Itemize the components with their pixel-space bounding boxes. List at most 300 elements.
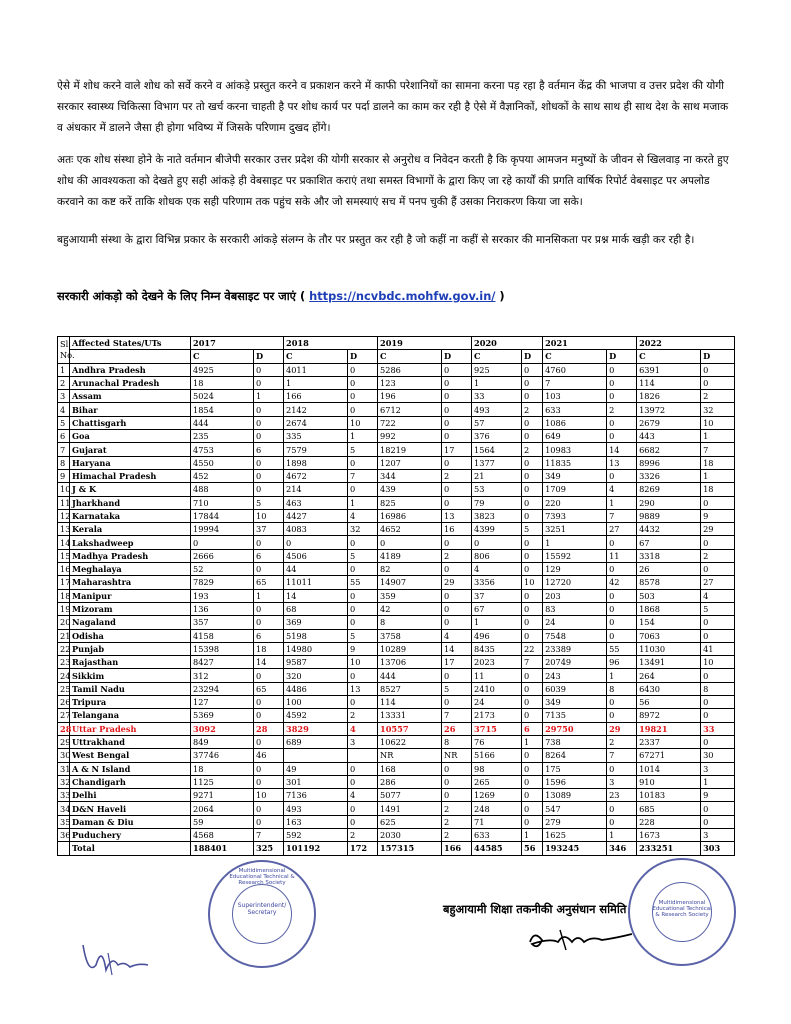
cell-value: 2 bbox=[607, 403, 637, 416]
cell-value: 0 bbox=[254, 616, 284, 629]
header-year: 2018 bbox=[284, 337, 378, 350]
cell-value: 11011 bbox=[284, 576, 348, 589]
cell-value: 18 bbox=[701, 483, 735, 496]
cell-value: 17844 bbox=[191, 509, 254, 522]
cell-value: 79 bbox=[472, 496, 522, 509]
cell-value: 0 bbox=[607, 563, 637, 576]
cell-value: 0 bbox=[607, 430, 637, 443]
cell-value: 0 bbox=[348, 536, 378, 549]
cell-value: 359 bbox=[378, 589, 442, 602]
cell-value: 0 bbox=[348, 616, 378, 629]
cell-value: 0 bbox=[348, 483, 378, 496]
cell-value: 0 bbox=[191, 536, 254, 549]
cell-value: 21 bbox=[472, 469, 522, 482]
cell-value: 17 bbox=[442, 443, 472, 456]
cell-value: 439 bbox=[378, 483, 442, 496]
cell-value: 56 bbox=[637, 696, 701, 709]
cell-value: 0 bbox=[348, 775, 378, 788]
cell-value: 849 bbox=[191, 735, 254, 748]
cell-value: 503 bbox=[637, 589, 701, 602]
cell-value: 243 bbox=[543, 669, 607, 682]
state-name: Assam bbox=[70, 390, 191, 403]
cell-value: 0 bbox=[254, 815, 284, 828]
cell-value: 0 bbox=[522, 363, 543, 376]
cell-value: 10557 bbox=[378, 722, 442, 735]
header-cases: C bbox=[191, 350, 254, 363]
cell-value: 18219 bbox=[378, 443, 442, 456]
cell-value: 0 bbox=[522, 536, 543, 549]
cell-value: 5077 bbox=[378, 789, 442, 802]
header-cases: C bbox=[472, 350, 522, 363]
malaria-cases-table bbox=[57, 336, 735, 856]
table-row bbox=[58, 775, 735, 788]
row-number: 36 bbox=[58, 828, 70, 841]
table-row bbox=[58, 536, 735, 549]
cell-value: 0 bbox=[442, 496, 472, 509]
state-name: A & N Island bbox=[70, 762, 191, 775]
cell-value: 14 bbox=[254, 656, 284, 669]
cell-value: 0 bbox=[607, 390, 637, 403]
cell-value: 67 bbox=[472, 602, 522, 615]
cell-value: 7 bbox=[607, 509, 637, 522]
cell-value: 0 bbox=[442, 616, 472, 629]
cell-value: 8269 bbox=[637, 483, 701, 496]
cell-value: 2674 bbox=[284, 416, 348, 429]
table-row bbox=[58, 696, 735, 709]
cell-value: 13 bbox=[348, 682, 378, 695]
cell-value: 7063 bbox=[637, 629, 701, 642]
header-deaths: D bbox=[701, 350, 735, 363]
cell-value: 4 bbox=[472, 563, 522, 576]
cell-value: 49 bbox=[284, 762, 348, 775]
cell-value: 4 bbox=[348, 722, 378, 735]
cell-value: 1854 bbox=[191, 403, 254, 416]
state-name: Punjab bbox=[70, 642, 191, 655]
table-row bbox=[58, 483, 735, 496]
cell-value: 18 bbox=[191, 762, 254, 775]
cell-value: 46 bbox=[254, 749, 284, 762]
left-seal-center: Superintendent/ Secretary bbox=[237, 902, 287, 916]
cell-value: 1 bbox=[701, 469, 735, 482]
header-year: 2020 bbox=[472, 337, 543, 350]
header-deaths: D bbox=[348, 350, 378, 363]
cell-value: 493 bbox=[284, 802, 348, 815]
cell-value: 14 bbox=[442, 642, 472, 655]
cell-value: 5198 bbox=[284, 629, 348, 642]
row-number: 25 bbox=[58, 682, 70, 695]
cell-value: 4 bbox=[348, 509, 378, 522]
cell-value: 0 bbox=[522, 749, 543, 762]
cell-value: 0 bbox=[254, 469, 284, 482]
cell-value: 214 bbox=[284, 483, 348, 496]
cell-value: 3251 bbox=[543, 523, 607, 536]
cell-value: 53 bbox=[472, 483, 522, 496]
cell-value: 8427 bbox=[191, 656, 254, 669]
cell-value: 0 bbox=[607, 536, 637, 549]
cell-value: 193 bbox=[191, 589, 254, 602]
cell-value: 220 bbox=[543, 496, 607, 509]
table-header-row bbox=[58, 337, 735, 350]
cell-value: 0 bbox=[522, 456, 543, 469]
cell-value: 1564 bbox=[472, 443, 522, 456]
cell-value: 0 bbox=[442, 416, 472, 429]
cell-value: 0 bbox=[472, 536, 522, 549]
cell-value: 16 bbox=[442, 523, 472, 536]
cell-value: 6 bbox=[254, 629, 284, 642]
cell-value: 3 bbox=[348, 735, 378, 748]
row-number: 6 bbox=[58, 430, 70, 443]
cell-value: 13 bbox=[442, 509, 472, 522]
cell-value: 6682 bbox=[637, 443, 701, 456]
cell-value: 0 bbox=[522, 762, 543, 775]
cell-value: 10 bbox=[254, 789, 284, 802]
table-row bbox=[58, 563, 735, 576]
cell-value: 7 bbox=[254, 828, 284, 841]
cell-value: 0 bbox=[701, 696, 735, 709]
cell-value: 2 bbox=[522, 443, 543, 456]
cell-value: 9 bbox=[701, 789, 735, 802]
cell-value: 0 bbox=[348, 363, 378, 376]
cell-value: 0 bbox=[348, 390, 378, 403]
header-year: 2017 bbox=[191, 337, 284, 350]
cell-value: 0 bbox=[254, 430, 284, 443]
row-number: 12 bbox=[58, 509, 70, 522]
cell-value: 5 bbox=[348, 629, 378, 642]
cell-value: 32 bbox=[701, 403, 735, 416]
cell-value: 0 bbox=[254, 376, 284, 389]
cell-value: 312 bbox=[191, 669, 254, 682]
cell-value: 3 bbox=[607, 775, 637, 788]
cell-value: 0 bbox=[607, 762, 637, 775]
table-row bbox=[58, 602, 735, 615]
cell-value: 4158 bbox=[191, 629, 254, 642]
cell-value: 7579 bbox=[284, 443, 348, 456]
cell-value: 1 bbox=[607, 669, 637, 682]
cell-value: 0 bbox=[701, 735, 735, 748]
cell-value: 1014 bbox=[637, 762, 701, 775]
cell-value: 265 bbox=[472, 775, 522, 788]
state-name: Tripura bbox=[70, 696, 191, 709]
cell-value: 279 bbox=[543, 815, 607, 828]
table-row bbox=[58, 390, 735, 403]
cell-value: 0 bbox=[442, 376, 472, 389]
cell-value: 123 bbox=[378, 376, 442, 389]
cell-value: 4568 bbox=[191, 828, 254, 841]
cell-value: 290 bbox=[637, 496, 701, 509]
cell-value: 10622 bbox=[378, 735, 442, 748]
cell-value: NR bbox=[442, 749, 472, 762]
cell-value: 30 bbox=[701, 749, 735, 762]
cell-value: 55 bbox=[348, 576, 378, 589]
cell-value: 5024 bbox=[191, 390, 254, 403]
cell-value: 3 bbox=[701, 762, 735, 775]
table-row bbox=[58, 762, 735, 775]
state-name: Delhi bbox=[70, 789, 191, 802]
right-seal-text: Multidimensional Educational Technical & Research Society bbox=[652, 900, 712, 918]
cell-value: 10289 bbox=[378, 642, 442, 655]
cell-value: 24 bbox=[543, 616, 607, 629]
cell-value: 18 bbox=[191, 376, 254, 389]
cell-value: 4083 bbox=[284, 523, 348, 536]
cell-value: 376 bbox=[472, 430, 522, 443]
row-number: 5 bbox=[58, 416, 70, 429]
cell-value: 0 bbox=[607, 802, 637, 815]
cell-value: 5286 bbox=[378, 363, 442, 376]
cell-value: 1898 bbox=[284, 456, 348, 469]
cell-value: 0 bbox=[254, 775, 284, 788]
row-number: 34 bbox=[58, 802, 70, 815]
cell-value: 0 bbox=[254, 762, 284, 775]
state-name: West Bengal bbox=[70, 749, 191, 762]
row-number: 30 bbox=[58, 749, 70, 762]
table-subheader-row bbox=[58, 350, 735, 363]
cell-value: 5369 bbox=[191, 709, 254, 722]
cell-value: 444 bbox=[378, 669, 442, 682]
total-label: Total bbox=[70, 842, 191, 855]
table-row bbox=[58, 629, 735, 642]
cell-value: 10183 bbox=[637, 789, 701, 802]
handwritten-signature bbox=[520, 920, 640, 960]
row-number: 22 bbox=[58, 642, 70, 655]
cell-value: 0 bbox=[254, 669, 284, 682]
row-number: 33 bbox=[58, 789, 70, 802]
state-name: Haryana bbox=[70, 456, 191, 469]
cell-value: 3823 bbox=[472, 509, 522, 522]
cell-value: 2 bbox=[442, 828, 472, 841]
cell-value: 26 bbox=[637, 563, 701, 576]
cell-value: 2337 bbox=[637, 735, 701, 748]
cell-value: 0 bbox=[442, 669, 472, 682]
state-name: Goa bbox=[70, 430, 191, 443]
cell-value: 0 bbox=[522, 629, 543, 642]
table-row bbox=[58, 496, 735, 509]
cell-value: 10 bbox=[348, 656, 378, 669]
cell-value: 0 bbox=[254, 403, 284, 416]
cell-value: 7548 bbox=[543, 629, 607, 642]
cell-value: 2064 bbox=[191, 802, 254, 815]
cell-value: 0 bbox=[254, 536, 284, 549]
cell-value: 1491 bbox=[378, 802, 442, 815]
cell-value: 29 bbox=[442, 576, 472, 589]
state-name: Gujarat bbox=[70, 443, 191, 456]
cell-value: 13491 bbox=[637, 656, 701, 669]
cell-value: 0 bbox=[254, 696, 284, 709]
cell-value: 4432 bbox=[637, 523, 701, 536]
cell-value: 6 bbox=[254, 443, 284, 456]
cell-value: 37 bbox=[472, 589, 522, 602]
cell-value: 68 bbox=[284, 602, 348, 615]
cell-value: 6712 bbox=[378, 403, 442, 416]
cell-value: 1269 bbox=[472, 789, 522, 802]
cell-value: 3326 bbox=[637, 469, 701, 482]
cell-value: 0 bbox=[254, 416, 284, 429]
cell-value: 6430 bbox=[637, 682, 701, 695]
cell-value: 2 bbox=[701, 390, 735, 403]
cell-value: 1207 bbox=[378, 456, 442, 469]
cell-value: 0 bbox=[522, 616, 543, 629]
cell-value: 0 bbox=[442, 762, 472, 775]
table-row bbox=[58, 469, 735, 482]
cell-value: 0 bbox=[522, 430, 543, 443]
cell-value: 4550 bbox=[191, 456, 254, 469]
table-row bbox=[58, 656, 735, 669]
cell-value: 26 bbox=[442, 722, 472, 735]
table-row bbox=[58, 709, 735, 722]
total-value bbox=[58, 842, 70, 855]
cell-value: 83 bbox=[543, 602, 607, 615]
cell-value: 1086 bbox=[543, 416, 607, 429]
cell-value: 67271 bbox=[637, 749, 701, 762]
row-number: 14 bbox=[58, 536, 70, 549]
cell-value: 29750 bbox=[543, 722, 607, 735]
cell-value: 168 bbox=[378, 762, 442, 775]
cell-value: 992 bbox=[378, 430, 442, 443]
table-total-row bbox=[58, 842, 735, 855]
cell-value: 0 bbox=[701, 363, 735, 376]
cell-value: 41 bbox=[701, 642, 735, 655]
table-row bbox=[58, 403, 735, 416]
cell-value: 8 bbox=[378, 616, 442, 629]
cell-value: 1 bbox=[522, 735, 543, 748]
cell-value: 722 bbox=[378, 416, 442, 429]
cell-value: 14980 bbox=[284, 642, 348, 655]
state-name: Karnataka bbox=[70, 509, 191, 522]
cell-value: 0 bbox=[522, 669, 543, 682]
cell-value: 71 bbox=[472, 815, 522, 828]
cell-value: 4011 bbox=[284, 363, 348, 376]
row-number: 15 bbox=[58, 549, 70, 562]
state-name: Chattisgarh bbox=[70, 416, 191, 429]
cell-value: 13 bbox=[607, 456, 637, 469]
cell-value: 15592 bbox=[543, 549, 607, 562]
cell-value: 0 bbox=[254, 709, 284, 722]
cell-value: 196 bbox=[378, 390, 442, 403]
cell-value: 42 bbox=[378, 602, 442, 615]
cell-value: 4672 bbox=[284, 469, 348, 482]
cell-value: 0 bbox=[254, 456, 284, 469]
cell-value: 8 bbox=[701, 682, 735, 695]
cell-value: 228 bbox=[637, 815, 701, 828]
cell-value: 20749 bbox=[543, 656, 607, 669]
cell-value: 2679 bbox=[637, 416, 701, 429]
cell-value: 2 bbox=[522, 403, 543, 416]
cell-value: 8578 bbox=[637, 576, 701, 589]
state-name: Meghalaya bbox=[70, 563, 191, 576]
cell-value: 154 bbox=[637, 616, 701, 629]
cell-value: 4 bbox=[348, 789, 378, 802]
cell-value: 3829 bbox=[284, 722, 348, 735]
cell-value: 3356 bbox=[472, 576, 522, 589]
cell-value: 14 bbox=[607, 443, 637, 456]
table-row bbox=[58, 443, 735, 456]
cell-value: 0 bbox=[607, 709, 637, 722]
total-value: 56 bbox=[522, 842, 543, 855]
cell-value: 4506 bbox=[284, 549, 348, 562]
cell-value: 19821 bbox=[637, 722, 701, 735]
cell-value: 2 bbox=[442, 469, 472, 482]
row-number: 4 bbox=[58, 403, 70, 416]
cell-value bbox=[348, 749, 378, 762]
row-number: 9 bbox=[58, 469, 70, 482]
cell-value: 24 bbox=[472, 696, 522, 709]
cell-value: 1377 bbox=[472, 456, 522, 469]
cell-value: 0 bbox=[348, 376, 378, 389]
cell-value: 7 bbox=[522, 656, 543, 669]
cell-value: 6 bbox=[522, 722, 543, 735]
cell-value: 7 bbox=[607, 749, 637, 762]
cell-value: 10 bbox=[348, 416, 378, 429]
header-cases: C bbox=[543, 350, 607, 363]
state-name: Arunachal Pradesh bbox=[70, 376, 191, 389]
cell-value: 0 bbox=[701, 376, 735, 389]
cell-value: 0 bbox=[701, 709, 735, 722]
cell-value: 1 bbox=[348, 496, 378, 509]
cell-value: 4652 bbox=[378, 523, 442, 536]
table-row bbox=[58, 749, 735, 762]
row-number: 16 bbox=[58, 563, 70, 576]
state-name: D&N Haveli bbox=[70, 802, 191, 815]
cell-value: 488 bbox=[191, 483, 254, 496]
cell-value: 0 bbox=[607, 696, 637, 709]
cell-value: 114 bbox=[637, 376, 701, 389]
cell-value: 2173 bbox=[472, 709, 522, 722]
cell-value: 320 bbox=[284, 669, 348, 682]
cell-value: 1868 bbox=[637, 602, 701, 615]
cell-value: 369 bbox=[284, 616, 348, 629]
cell-value: 10 bbox=[254, 509, 284, 522]
state-name: Madhya Pradesh bbox=[70, 549, 191, 562]
cell-value: 0 bbox=[701, 536, 735, 549]
organization-signature-label: बहुआयामी शिक्षा तकनीकी अनुसंधान समिति bbox=[443, 902, 627, 916]
cell-value: 19994 bbox=[191, 523, 254, 536]
cell-value: 344 bbox=[378, 469, 442, 482]
cell-value: 0 bbox=[522, 549, 543, 562]
table-row bbox=[58, 616, 735, 629]
cell-value: 0 bbox=[607, 376, 637, 389]
cell-value: 2 bbox=[442, 549, 472, 562]
cell-value: 0 bbox=[442, 483, 472, 496]
cell-value: 0 bbox=[442, 696, 472, 709]
right-seal bbox=[628, 858, 736, 966]
row-number: 8 bbox=[58, 456, 70, 469]
cell-value: 0 bbox=[348, 802, 378, 815]
cell-value: 0 bbox=[522, 682, 543, 695]
cell-value: 100 bbox=[284, 696, 348, 709]
left-seal bbox=[208, 860, 316, 968]
cell-value: 175 bbox=[543, 762, 607, 775]
table-row bbox=[58, 549, 735, 562]
cell-value: 13331 bbox=[378, 709, 442, 722]
cell-value: 0 bbox=[607, 815, 637, 828]
cell-value: 1673 bbox=[637, 828, 701, 841]
left-seal-text: Multidimensional Educational Technical & Research Society bbox=[229, 868, 295, 886]
cell-value: 0 bbox=[522, 802, 543, 815]
cell-value: 15398 bbox=[191, 642, 254, 655]
cell-value: 235 bbox=[191, 430, 254, 443]
cell-value: 349 bbox=[543, 469, 607, 482]
cell-value: 248 bbox=[472, 802, 522, 815]
total-value: 325 bbox=[254, 842, 284, 855]
cell-value: 0 bbox=[254, 602, 284, 615]
website-link[interactable]: https://ncvbdc.mohfw.gov.in/ bbox=[309, 289, 496, 303]
cell-value: 6391 bbox=[637, 363, 701, 376]
cell-value: 5 bbox=[348, 549, 378, 562]
paragraph-2: अतः एक शोध संस्था होने के नाते वर्तमान बीजेपी सरकार उत्तर प्रदेश की योगी सरकार से अनुरोध व निवेदन करती है कि कृपया आमजन मनुष्यों के जीवन से खिलवाड़ ना करते हुए शोध की आवश्यकता को देखते हुए सही आंकड़े ही वेबसाइट पर प्रकाशित कराएं तथा समस्त विभागों के द्वारा किए जा रहे कार्यों की प्रगति वार्षिक रिपोर्ट वेबसाइट पर अपलोड करवाने का कष्ट करें ताकि शोधक एक सही परिणाम तक पहुंच सके और जो समस्याएं सच में पनप चुकी हैं उसका निराकरण किया जा सके। bbox=[57, 154, 729, 209]
cell-value: 1625 bbox=[543, 828, 607, 841]
cell-value: 11835 bbox=[543, 456, 607, 469]
table-row bbox=[58, 363, 735, 376]
cell-value: 0 bbox=[348, 589, 378, 602]
